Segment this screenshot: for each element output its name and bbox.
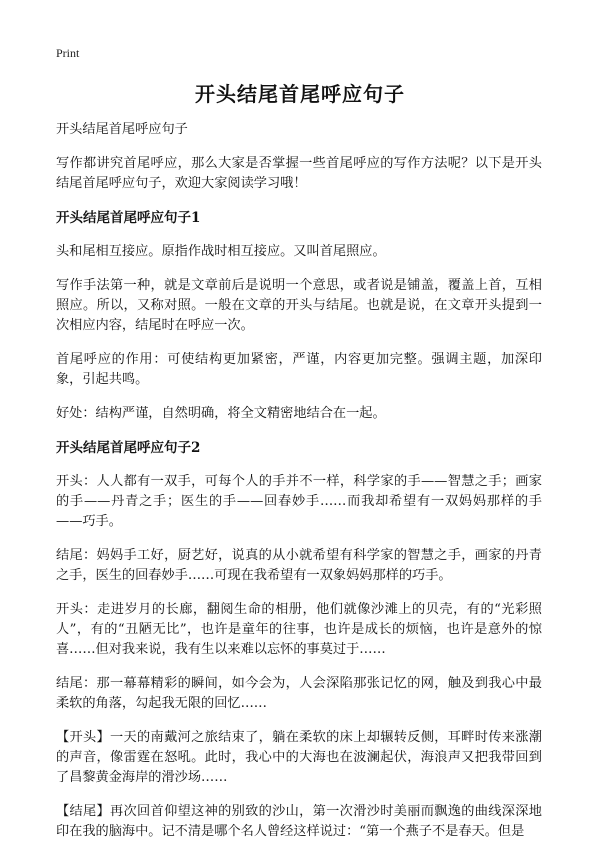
paragraph: 写作手法第一种，就是文章前后是说明一个意思，或者说是铺盖，覆盖上首，互相照应。所以，又称对照。一般在文章的开头与结尾。也就是说，在文章开头提到一次相应内容，结尾时在呼应一次。 bbox=[56, 278, 542, 333]
page-title: 开头结尾首尾呼应句子 bbox=[195, 82, 405, 106]
paragraph: 结尾：那一幕幕精彩的瞬间，如今会为，人会深陷那张记忆的网，触及到我心中最柔软的角落，勾起我无限的回忆…… bbox=[56, 676, 542, 711]
section-heading-1: 开头结尾首尾呼应句子1 bbox=[56, 210, 201, 226]
print-link[interactable]: Print bbox=[56, 46, 80, 60]
paragraph: 结尾：妈妈手工好，厨艺好，说真的从小就希望有科学家的智慧之手，画家的丹青之手，医生的回春妙手……可现在我希望有一双象妈妈那样的巧手。 bbox=[56, 548, 542, 583]
intro-paragraph: 写作都讲究首尾呼应，那么大家是否掌握一些首尾呼应的写作方法呢？以下是开头结尾首尾呼应句子，欢迎大家阅读学习哦！ bbox=[56, 156, 542, 191]
paragraph: 【开头】一天的南戴河之旅结束了，躺在柔软的床上却辗转反侧，耳畔时传来涨潮的声音，像雷霆在怒吼。此时，我心中的大海也在波澜起伏，海浪声又把我带回到了昌黎黄金海岸的滑沙场…… bbox=[56, 730, 542, 785]
paragraph: 开头：走进岁月的长廊，翻阅生命的相册，他们就像沙滩上的贝壳，有的“光彩照人”，有的“丑陋无比”，也许是童年的往事，也许是成长的烦恼，也许是意外的惊喜……但对我来说，我有生以来难以忘怀的事莫过于…… bbox=[56, 602, 542, 657]
section-heading-2: 开头结尾首尾呼应句子2 bbox=[56, 440, 201, 456]
paragraph: 【结尾】再次回首仰望这神的别致的沙山，第一次滑沙时美丽而飘逸的曲线深深地印在我的脑海中。记不清是哪个名人曾经这样说过：“第一个燕子不是春天。但是 bbox=[56, 804, 542, 839]
subtitle: 开头结尾首尾呼应句子 bbox=[56, 122, 188, 137]
paragraph: 头和尾相互接应。原指作战时相互接应。又叫首尾照应。 bbox=[56, 244, 386, 259]
paragraph: 开头：人人都有一双手，可每个人的手并不一样，科学家的手——智慧之手；画家的手——丹青之手；医生的手——回春妙手……而我却希望有一双妈妈那样的手——巧手。 bbox=[56, 474, 542, 529]
paragraph: 好处：结构严谨，自然明确，将全文精密地结合在一起。 bbox=[56, 406, 386, 421]
article-body bbox=[56, 120, 542, 856]
paragraph: 首尾呼应的作用：可使结构更加紧密，严谨，内容更加完整。强调主题，加深印象，引起共鸣。 bbox=[56, 352, 542, 387]
